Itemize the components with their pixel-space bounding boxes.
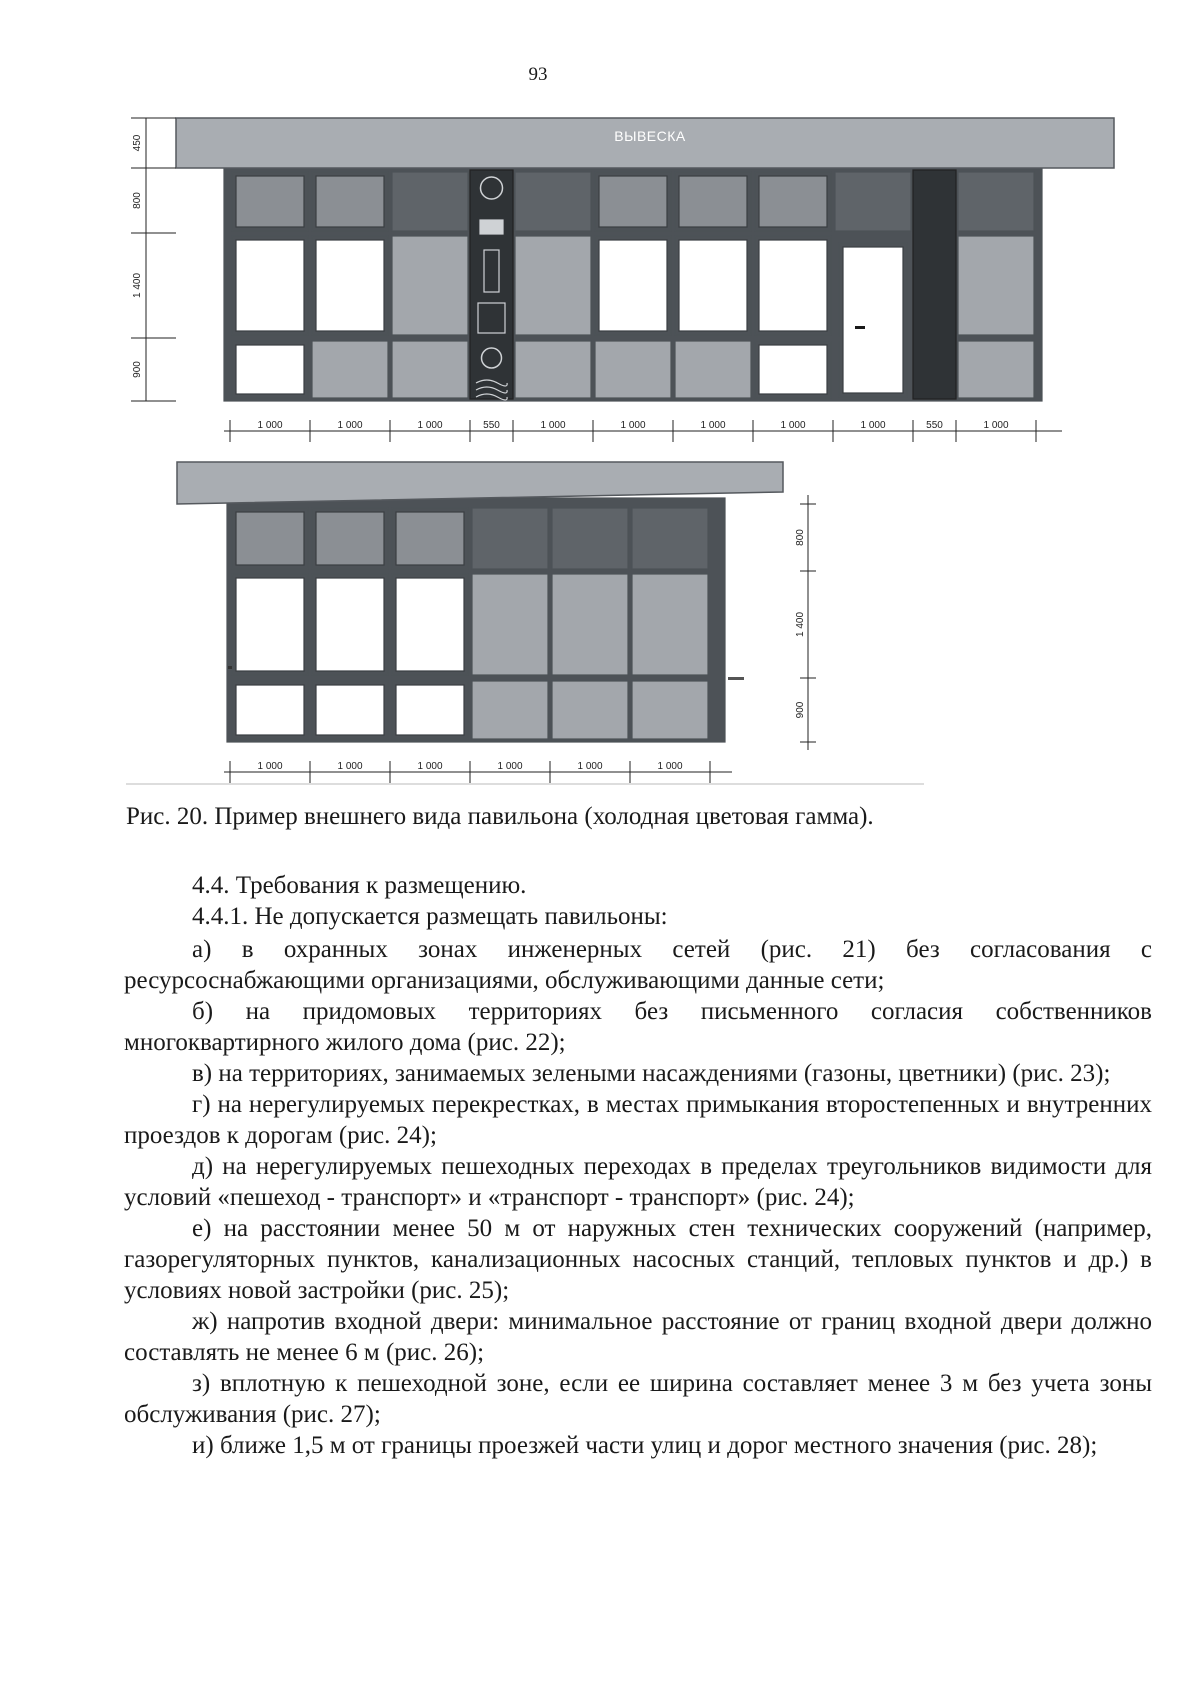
wall-panel (595, 341, 671, 398)
shop-window (679, 240, 747, 331)
upper-wall-panel (958, 172, 1034, 231)
low-window (316, 685, 384, 735)
dark-pilaster (913, 170, 956, 399)
width-dim-label: 1 000 (257, 420, 283, 431)
transom-window (759, 176, 827, 227)
subsection-heading: 4.4.1. Не допускается размещать павильоны: (192, 903, 668, 930)
upper-wall-panel (472, 508, 548, 569)
width-dim-label: 1 000 (417, 761, 443, 772)
transom-window (316, 176, 384, 227)
transom-window (316, 512, 384, 565)
wall-panel (472, 574, 548, 675)
wall-panel (632, 574, 708, 675)
door-transom-panel (835, 172, 911, 231)
wall-panel (515, 236, 591, 335)
low-window (396, 685, 464, 735)
list-item: и) ближе 1,5 м от границы проезжей части улиц и дорог местного значения (рис. 28); (192, 1432, 1098, 1459)
side-bay (472, 508, 548, 739)
width-dim-label: 1 000 (577, 761, 603, 772)
side-mark-right (728, 677, 744, 680)
front-bay (755, 172, 831, 398)
list-item: б) на придомовых территориях без письменного согласия собственников многоквартирного жилого дома (рис. 22); (124, 998, 1152, 1056)
shop-window (759, 240, 827, 331)
list-item: г) на нерегулируемых перекрестках, в местах примыкания второстепенных и внутренних проездов к дорогам (рис. 24); (124, 1091, 1152, 1149)
side-window (396, 578, 464, 671)
wall-panel (392, 236, 468, 335)
wall-panel (552, 681, 628, 739)
upper-wall-panel (392, 172, 468, 231)
width-dim-label: 1 000 (337, 420, 363, 431)
width-dim-label: 1 000 (337, 761, 363, 772)
front-bay (913, 170, 956, 399)
height-dim-label: 1 400 (795, 611, 806, 638)
height-dim-label: 800 (795, 529, 806, 546)
upper-wall-panel (515, 172, 591, 231)
decor-strip (470, 170, 513, 399)
section-heading: 4.4. Требования к размещению. (192, 872, 527, 899)
width-dim-label: 1 000 (620, 420, 646, 431)
side-height-dimension-line (795, 495, 816, 750)
side-window (316, 578, 384, 671)
side-window (236, 578, 304, 671)
width-dim-label: 550 (926, 420, 943, 431)
upper-wall-panel (552, 508, 628, 569)
wall-panel (552, 574, 628, 675)
figure-caption: Рис. 20. Пример внешнего вида павильона (холодная цветовая гамма). (126, 803, 874, 830)
shop-window (599, 240, 667, 331)
side-bay (632, 508, 708, 739)
width-dim-label: 1 000 (983, 420, 1009, 431)
wall-panel (392, 341, 468, 398)
width-dim-label: 550 (483, 420, 500, 431)
front-bay (470, 170, 513, 400)
front-bay (835, 172, 911, 397)
width-dim-label: 1 000 (860, 420, 886, 431)
pavilion-elevation-figure (0, 0, 1200, 800)
wall-panel (958, 341, 1034, 398)
shop-window (236, 240, 304, 331)
height-dim-label: 900 (795, 701, 806, 719)
front-bay (515, 172, 591, 398)
entrance-door (843, 247, 903, 393)
wall-panel (515, 341, 591, 398)
height-dim-label: 900 (132, 361, 143, 378)
side-bay (312, 508, 388, 739)
list-item: в) на территориях, занимаемых зелеными насаждениями (газоны, цветники) (рис. 23); (192, 1060, 1111, 1087)
shop-window (316, 240, 384, 331)
transom-window (396, 512, 464, 565)
list-item: а) в охранных зонах инженерных сетей (рис. 21) без согласования с ресурсоснабжающими организациями, обслуживающими данные сети; (124, 936, 1152, 994)
width-dim-label: 1 000 (497, 761, 523, 772)
width-dim-label: 1 000 (257, 761, 283, 772)
wall-panel (632, 681, 708, 739)
width-dim-label: 1 000 (417, 420, 443, 431)
front-height-dimension-line (131, 118, 176, 401)
width-dim-label: 1 000 (700, 420, 726, 431)
transom-window (236, 512, 304, 565)
sign-label: ВЫВЕСКА (614, 128, 686, 144)
list-item: д) на нерегулируемых пешеходных переходах в пределах треугольников видимости для условий «пешеход - транспорт» и «транспорт - транспорт» (рис. 24); (124, 1153, 1152, 1211)
upper-wall-panel (632, 508, 708, 569)
wall-panel (472, 681, 548, 739)
side-bay (232, 508, 308, 739)
front-bay (392, 172, 468, 398)
side-bay (392, 508, 468, 739)
list-item: з) вплотную к пешеходной зоне, если ее ширина составляет менее 3 м без учета зоны обслуживания (рис. 27); (124, 1370, 1152, 1428)
width-dim-label: 1 000 (657, 761, 683, 772)
low-window (759, 345, 827, 394)
side-elevation (177, 462, 816, 783)
transom-window (679, 176, 747, 227)
side-bay (552, 508, 628, 739)
requirements-section (124, 870, 1152, 1461)
height-dim-label: 800 (132, 192, 143, 209)
emblem-plate-icon (480, 220, 503, 234)
transom-window (236, 176, 304, 227)
list-item: е) на расстоянии менее 50 м от наружных стен технических сооружений (например, газорегуляторных пунктов, канализационных насосных станций, тепловых пунктов и др.) в условиях новой застройки (рис. 25); (124, 1215, 1152, 1304)
front-counter-shelf (592, 337, 840, 341)
front-bay (232, 172, 308, 398)
height-dim-label: 1 400 (132, 272, 143, 299)
side-mark-left (228, 666, 232, 669)
front-bay (312, 172, 388, 398)
low-window (236, 345, 304, 394)
front-width-dimension-line (224, 420, 1062, 442)
door-handle (855, 326, 865, 329)
wall-panel (958, 236, 1034, 335)
wall-panel (675, 341, 751, 398)
width-dim-label: 1 000 (540, 420, 566, 431)
side-width-dimension-line (224, 761, 732, 783)
front-elevation (131, 118, 1114, 442)
wall-panel (312, 341, 388, 398)
front-bay (595, 172, 671, 398)
height-dim-label: 450 (132, 134, 143, 152)
width-dim-label: 1 000 (780, 420, 806, 431)
low-window (236, 685, 304, 735)
page-number: 93 (528, 64, 548, 85)
front-bay (675, 172, 751, 398)
transom-window (599, 176, 667, 227)
front-bay (958, 172, 1034, 398)
list-item: ж) напротив входной двери: минимальное расстояние от границ входной двери должно составлять не менее 6 м (рис. 26); (124, 1308, 1152, 1366)
